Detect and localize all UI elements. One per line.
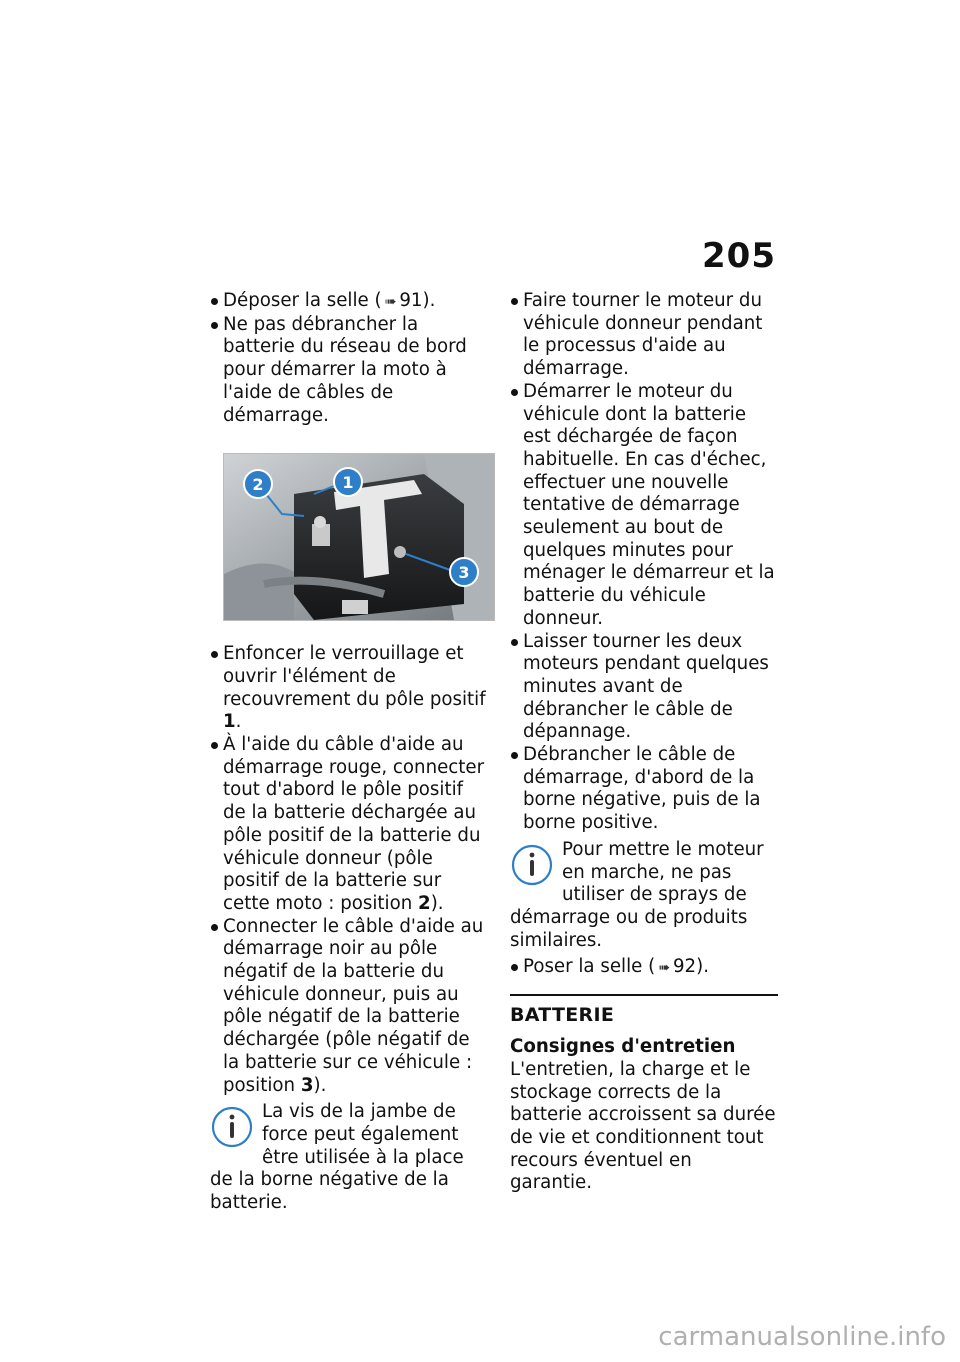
callout-1 [334, 468, 362, 496]
list-item: Connecter le câble d'aide au démarrage noir au pôle négatif de la batterie du véhicule donneur, puis au pôle négatif de la batterie déchargée (pôle négatif de la batterie sur ce véhicule : position 3). [210, 916, 488, 1098]
list-item: Laisser tourner les deux moteurs pendant quelques minutes avant de débrancher le câble de dépannage. [510, 631, 778, 745]
info-icon [210, 1105, 254, 1149]
svg-text:3: 3 [458, 563, 470, 583]
list-item: Démarrer le moteur du véhicule dont la batterie est déchargée de façon habituelle. En cas d'échec, effectuer une nouvelle tentative de démarrage seulement au bout de quelques minutes pour ménager le démarreur et la batterie du véhicule donneur. [510, 381, 778, 631]
left-column [210, 290, 488, 1215]
battery-figure [223, 453, 495, 621]
body-paragraph: L'entretien, la charge et le stockage corrects de la batterie accroissent sa durée de vie et conditionnent tout recours éventuel en garantie. [510, 1058, 776, 1194]
svg-text:1: 1 [342, 473, 354, 493]
list-item: À l'aide du câble d'aide au démarrage rouge, connecter tout d'abord le pôle positif de la batterie déchargée au pôle positif de la batterie du véhicule donneur (pôle positif de la batterie sur cette moto : position 2). [210, 734, 488, 916]
bullet-list-top [210, 290, 488, 427]
page-reference[interactable]: 91 [399, 290, 423, 311]
list-item: Faire tourner le moteur du véhicule donneur pendant le processus d'aide au démarrage. [510, 290, 778, 381]
callout-2 [244, 470, 272, 498]
callout-3 [450, 558, 478, 586]
list-item: Débrancher le câble de démarrage, d'abord de la borne négative, puis de la borne positive. [510, 744, 778, 835]
bullet-list-final [510, 956, 778, 980]
note-text: Pour mettre le moteur en marche, ne pas utiliser de sprays de démarrage ou de produits similaires. [510, 838, 764, 951]
bullet-list-bottom [210, 643, 488, 1097]
info-icon [510, 843, 554, 887]
battery-illustration [224, 454, 494, 620]
info-note [510, 839, 778, 953]
svg-text:2: 2 [252, 475, 264, 495]
page-number: 205 [702, 236, 776, 276]
note-text: La vis de la jambe de force peut également être utilisée à la place de la borne négative de la batterie. [210, 1101, 464, 1214]
list-item: Poser la selle ( ➠ 92). [510, 956, 778, 980]
list-item: Déposer la selle ( ➠ 91). [210, 290, 488, 314]
info-note [210, 1101, 488, 1215]
subsection-title: Consignes d'entretien [510, 1036, 736, 1058]
section-title: BATTERIE [510, 1004, 615, 1027]
bullet-list-right [510, 290, 778, 835]
right-column [510, 290, 778, 1195]
page-reference-arrow-icon: ➠ [658, 960, 670, 977]
section-divider [510, 994, 778, 996]
watermark: carmanualsonline.info [658, 1322, 946, 1352]
list-item: Ne pas débrancher la batterie du réseau de bord pour démarrer la moto à l'aide de câbles de démarrage. [210, 314, 488, 428]
page-reference[interactable]: 92 [672, 956, 697, 978]
page-reference-arrow-icon: ➠ [384, 294, 397, 310]
list-item: Enfoncer le verrouillage et ouvrir l'élément de recouvrement du pôle positif 1. [210, 643, 488, 734]
